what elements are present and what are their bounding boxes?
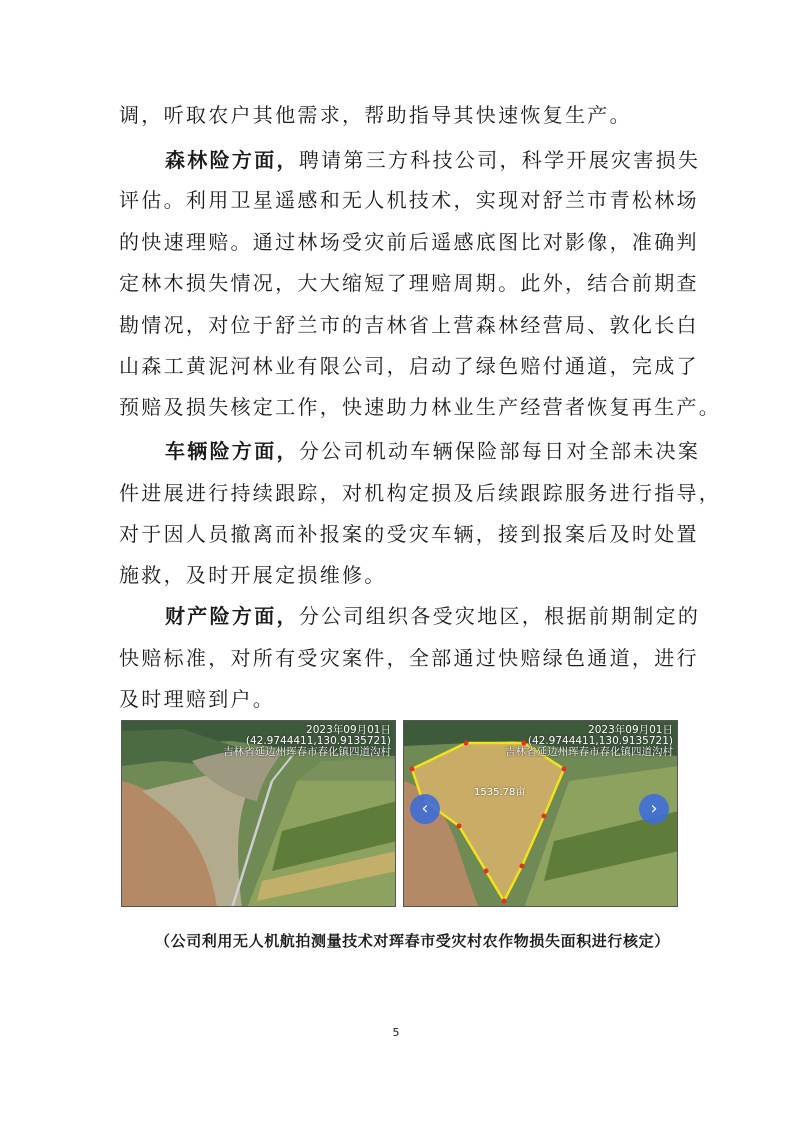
paragraph-line: 对于因人员撤离而补报案的受灾车辆，接到报案后及时处置	[119, 522, 699, 546]
next-image-button[interactable]	[639, 794, 669, 824]
previous-image-button[interactable]	[410, 794, 440, 824]
chevron-right-icon: ›	[650, 798, 658, 819]
photo-location: 吉林省延边州珲春市春化镇四道沟村	[223, 746, 391, 758]
paragraph-line: 预赔及损失核定工作，快速助力林业生产经营者恢复再生产。	[119, 395, 722, 419]
chevron-left-icon: ‹	[421, 798, 429, 819]
aerial-photo-measured	[403, 720, 678, 907]
property-heading: 财产险方面，	[165, 604, 299, 628]
paragraph-line: 快赔标准，对所有受灾案件，全部通过快赔绿色通道，进行	[119, 646, 699, 670]
paragraph-line: 山森工黄泥河林业有限公司，启动了绿色赔付通道，完成了	[119, 354, 699, 378]
photo-coordinates: (42.9744411,130.9135721)	[245, 735, 391, 747]
photo-date: 2023年09月01日	[306, 724, 391, 736]
property-first-line-text: 分公司组织各受灾地区，根据前期制定的	[298, 604, 701, 628]
paragraph-line: 调，听取农户其他需求，帮助指导其快速恢复生产。	[119, 103, 632, 127]
vehicle-first-line-text: 分公司机动车辆保险部每日对全部未决案	[298, 439, 701, 463]
measured-area-label: 1535.78亩	[474, 787, 526, 798]
paragraph-line: 施救，及时开展定损维修。	[119, 563, 387, 587]
vehicle-paragraph-first-line	[165, 437, 701, 465]
paragraph-line: 件进展进行持续跟踪，对机构定损及后续跟踪服务进行指导，	[119, 481, 722, 505]
photo-date: 2023年09月01日	[588, 724, 673, 736]
paragraph-line: 定林木损失情况，大大缩短了理赔周期。此外，结合前期查	[119, 271, 699, 295]
photo-location: 吉林省延边州珲春市春化镇四道沟村	[505, 746, 673, 758]
page-number: 5	[392, 1026, 400, 1039]
paragraph-line: 评估。利用卫星遥感和无人机技术，实现对舒兰市青松林场	[119, 188, 699, 212]
vehicle-heading: 车辆险方面，	[165, 439, 299, 463]
forest-heading: 森林险方面，	[165, 148, 299, 172]
forest-first-line-text: 聘请第三方科技公司，科学开展灾害损失	[298, 148, 701, 172]
paragraph-line: 及时理赔到户。	[119, 687, 276, 711]
forest-paragraph-first-line	[165, 146, 701, 174]
property-paragraph-first-line	[165, 602, 701, 630]
aerial-photo-before	[121, 720, 396, 907]
figure-caption: （公司利用无人机航拍测量技术对珲春市受灾村农作物损失面积进行核定）	[155, 932, 670, 950]
photo-coordinates: (42.9744411,130.9135721)	[527, 735, 673, 747]
paragraph-line: 的快速理赔。通过林场受灾前后遥感底图比对影像，准确判	[119, 230, 699, 254]
paragraph-line: 勘情况，对位于舒兰市的吉林省上营森林经营局、敦化长白	[119, 313, 699, 337]
